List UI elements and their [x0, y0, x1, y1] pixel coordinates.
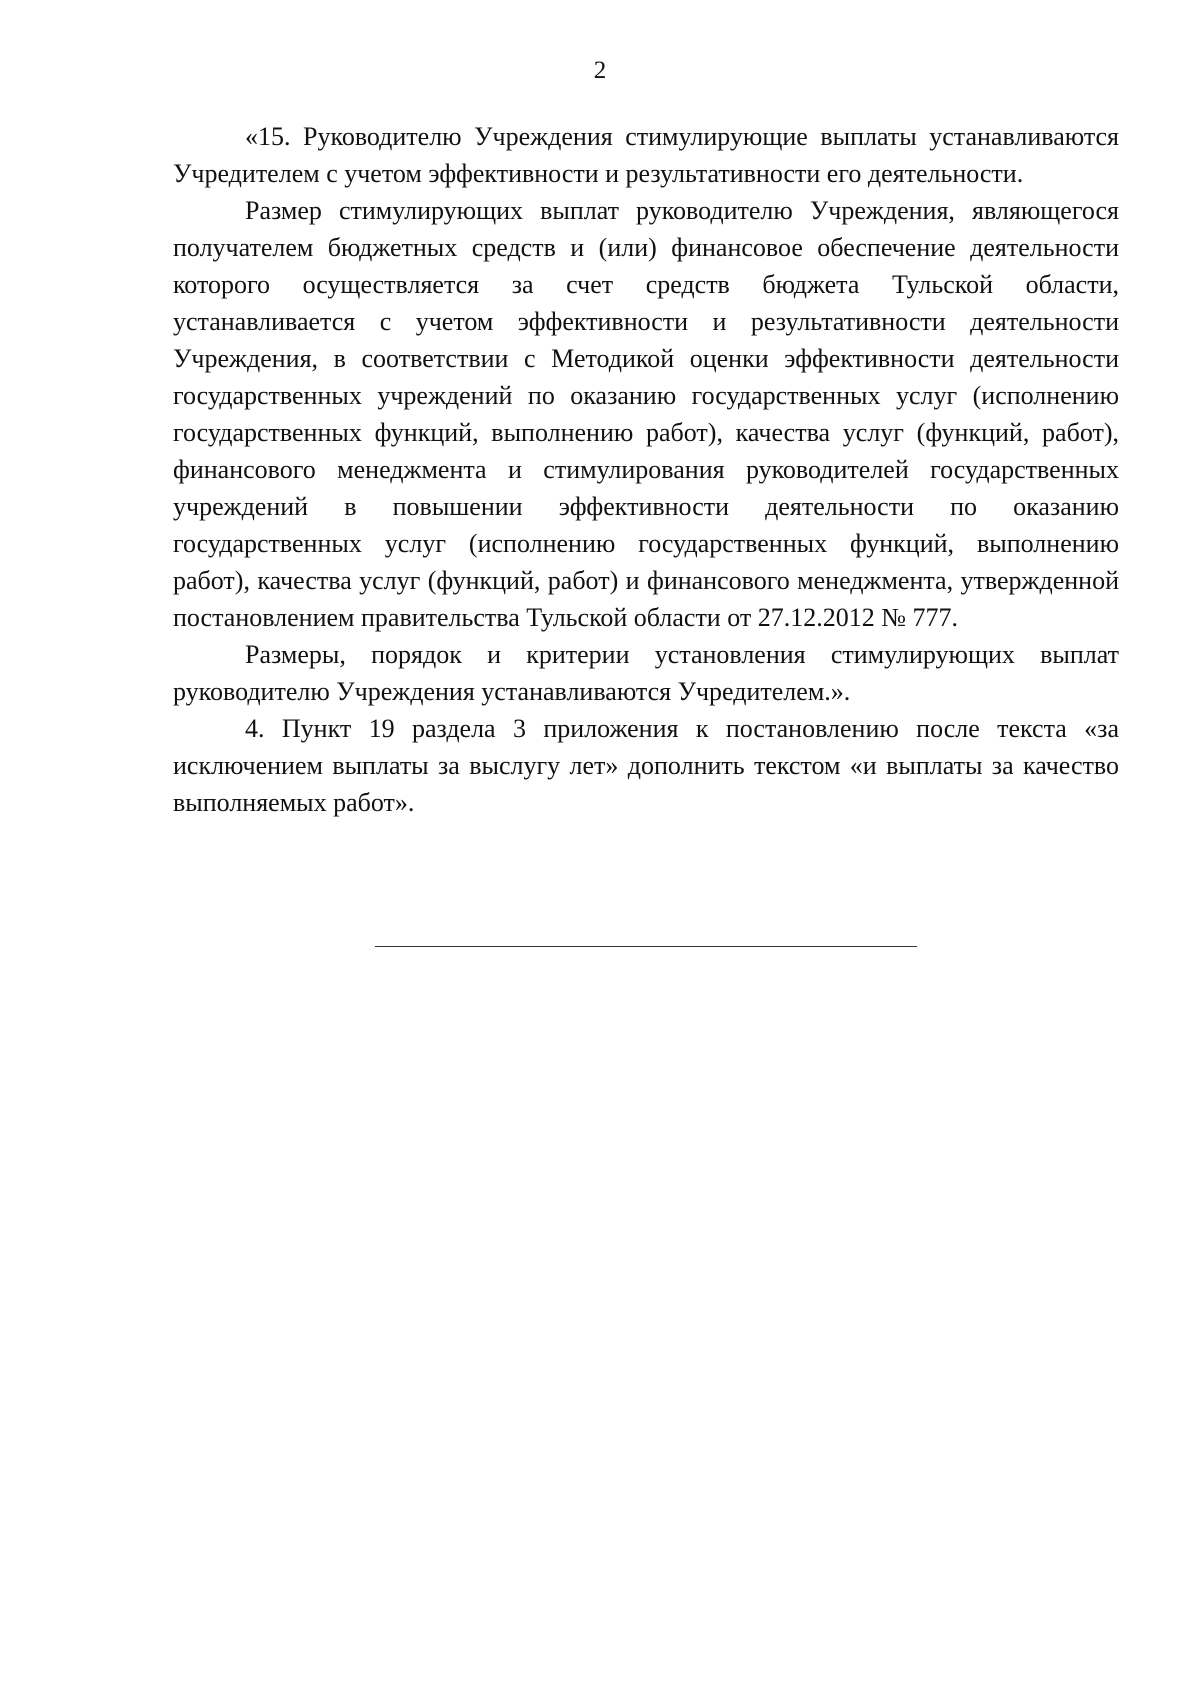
paragraph-item-15: «15. Руководителю Учреждения стимулирующие выплаты устанавливаются Учредителем с учетом эффективности и результативности его деятельности.: [173, 122, 1119, 188]
page-number: 2: [593, 57, 607, 84]
document-body: [173, 118, 1119, 821]
paragraph-bonus-criteria: Размеры, порядок и критерии установления стимулирующих выплат руководителю Учреждения устанавливаются Учредителем.».: [173, 640, 1119, 706]
end-divider-line: [375, 946, 917, 947]
paragraph-bonus-size: Размер стимулирующих выплат руководителю Учреждения, являющегося получателем бюджетных средств и (или) финансовое обеспечение деятельности которого осуществляется за счет средств бюджета Тульской области, устанавливается с учетом эффективности и результативности деятельности Учреждения, в соответствии с Методикой оценки эффективности деятельности государственных учреждений по оказанию государственных услуг (исполнению государственных функций, выполнению работ), качества услуг (функций, работ), финансового менеджмента и стимулирования руководителей государственных учреждений в повышении эффективности деятельности по оказанию государственных услуг (исполнению государственных функций, выполнению работ), качества услуг (функций, работ) и финансового менеджмента, утвержденной постановлением правительства Тульской области от 27.12.2012 № 777.: [173, 196, 1119, 632]
paragraph-item-4: 4. Пункт 19 раздела 3 приложения к постановлению после текста «за исключением выплаты за выслугу лет» дополнить текстом «и выплаты за качество выполняемых работ».: [173, 714, 1119, 817]
